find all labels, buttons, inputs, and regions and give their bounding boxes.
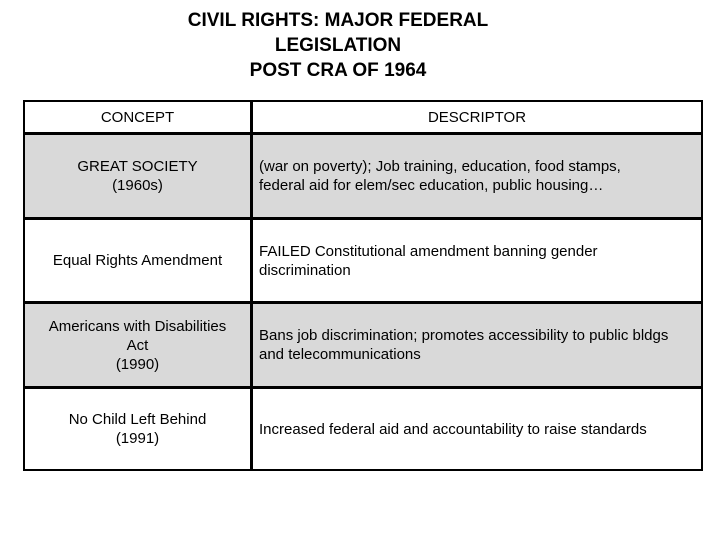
row-4-concept: No Child Left Behind (1991) [25, 389, 250, 469]
row-4-descriptor: Increased federal aid and accountability to raise standards [253, 389, 701, 469]
legislation-table [23, 100, 703, 471]
page-title [0, 8, 676, 83]
title-line-3: POST CRA OF 1964 [249, 60, 427, 81]
row-2-descriptor: FAILED Constitutional amendment banning gender discrimination [253, 220, 701, 301]
row-3-concept: Americans with Disabilities Act (1990) [25, 304, 250, 386]
title-line-1: CIVIL RIGHTS: MAJOR FEDERAL [187, 10, 489, 31]
header-concept: CONCEPT [25, 102, 250, 132]
header-descriptor: DESCRIPTOR [253, 102, 701, 132]
row-3-descriptor: Bans job discrimination; promotes accessibility to public bldgs and telecommunications [253, 304, 701, 386]
title-line-2: LEGISLATION [274, 35, 402, 56]
row-1-concept: GREAT SOCIETY (1960s) [25, 135, 250, 217]
row-1-descriptor: (war on poverty); Job training, education, food stamps, federal aid for elem/sec education, public housing… [253, 135, 701, 217]
row-2-concept: Equal Rights Amendment [25, 220, 250, 301]
